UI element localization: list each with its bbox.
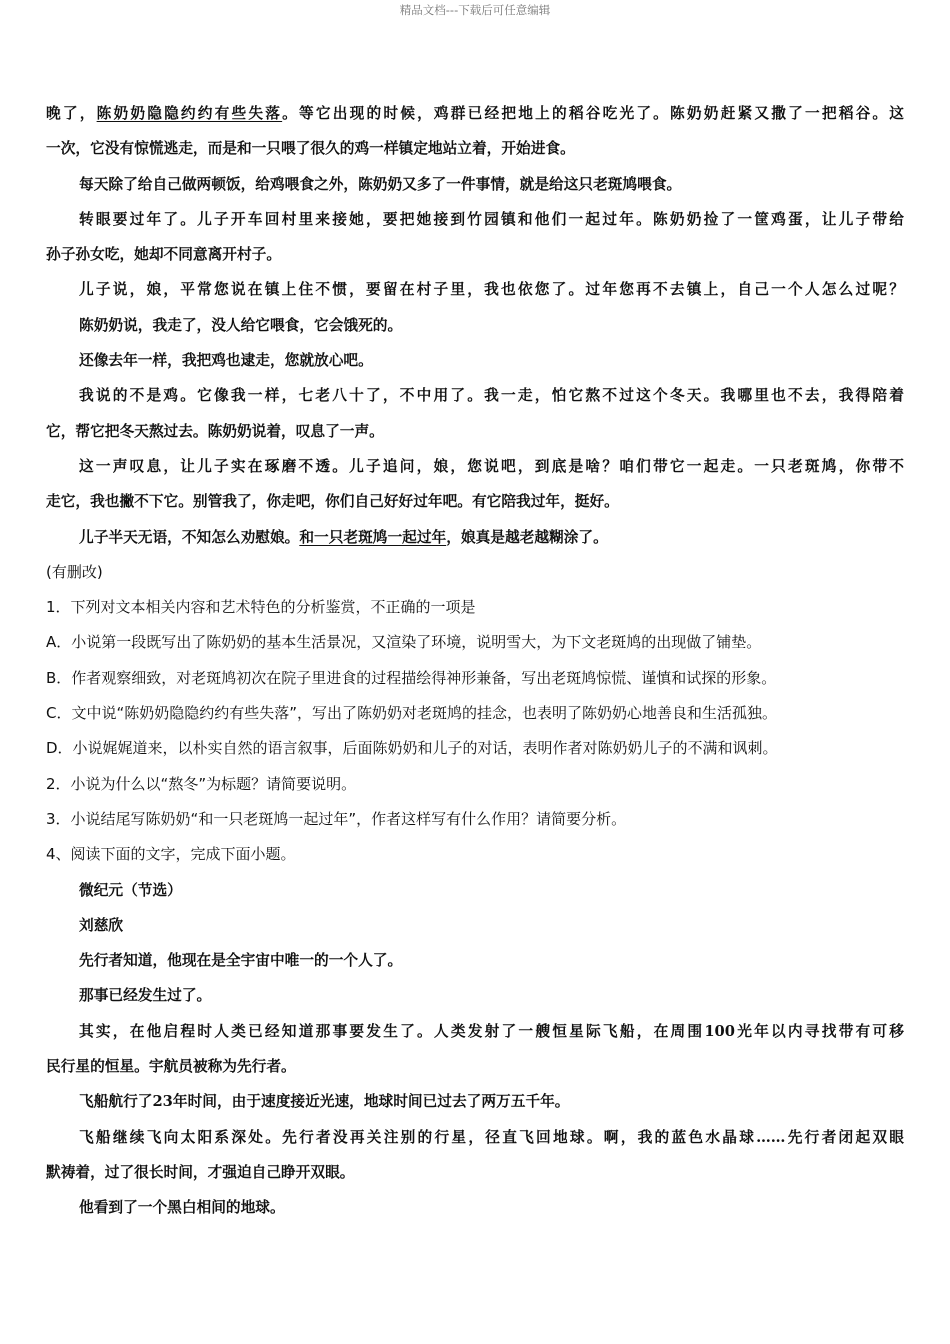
document-body: [46, 96, 904, 1226]
story-paragraph-2: 每天除了给自己做两顿饭，给鸡喂食之外，陈奶奶又多了一件事情，就是给这只老斑鸠喂食。: [79, 175, 682, 193]
underlined-phrase-new-year: 和一只老斑鸠一起过年: [299, 528, 447, 546]
story-paragraph-8-line-2: 走它，我也撇不下它。别管我了，你走吧，你们自己好好过年吧。有它陪我过年，挺好。: [46, 493, 619, 511]
passage-paragraph-5-line-1: 飞船继续飞向太阳系深处。先行者没再关注别的行星，径直飞回地球。啊，我的蓝色水晶球……先行者闭起双眼: [79, 1128, 904, 1146]
story-paragraph-8-line-1: 这一声叹息，让儿子实在琢磨不透。儿子追问，娘，您说吧，到底是啥？咱们带它一起走。一只老斑鸠，你带不: [79, 457, 904, 475]
passage-title: 微纪元（节选）: [79, 881, 182, 899]
underlined-phrase-loss: 陈奶奶隐隐约约有些失落: [96, 105, 283, 122]
passage-paragraph-6: 他看到了一个黑白相间的地球。: [79, 1199, 285, 1217]
question-3: 3．小说结尾写陈奶奶“和一只老斑鸠一起过年”，作者这样写有什么作用？请简要分析。: [46, 809, 627, 828]
option-c: C．文中说“陈奶奶隐隐约约有些失落”，写出了陈奶奶对老斑鸠的挂念，也表明了陈奶奶心地善良和生活孤独。: [46, 704, 778, 723]
story-paragraph-6: 还像去年一样，我把鸡也逮走，您就放心吧。: [79, 352, 373, 370]
story-paragraph-7-line-1: 我说的不是鸡。它像我一样，七老八十了，不中用了。我一走，怕它熬不过这个冬天。我哪里也不去，我得陪着: [79, 387, 904, 405]
question-4: 4、阅读下面的文字，完成下面小题。: [46, 845, 296, 864]
option-d: D．小说娓娓道来，以朴实自然的语言叙事，后面陈奶奶和儿子的对话，表明作者对陈奶奶儿子的不满和讽刺。: [46, 739, 778, 758]
story-paragraph-4: 儿子说，娘，平常您说在镇上住不惯，要留在村子里，我也依您了。过年您再不去镇上，自己一个人怎么过呢？: [79, 281, 904, 299]
story-paragraph-9: [46, 520, 904, 555]
page-header: 精品文档---下载后可任意编辑: [399, 3, 551, 17]
option-a: A．小说第一段既写出了陈奶奶的基本生活景况，又渲染了环境，说明雪大，为下文老斑鸠的出现做了铺垫。: [46, 633, 762, 652]
question-2: 2．小说为什么以“熬冬”为标题？请简要说明。: [46, 774, 357, 793]
text-run: 儿子半天无语，不知怎么劝慰娘。: [79, 528, 300, 546]
story-paragraph-1-line-2: 一次，它没有惊慌逃走，而是和一只喂了很久的鸡一样镇定地站立着，开始进食。: [46, 140, 575, 158]
passage-paragraph-2: 那事已经发生过了。: [79, 987, 212, 1005]
story-paragraph-7-line-2: 它，帮它把冬天熬过去。陈奶奶说着，叹息了一声。: [46, 422, 384, 440]
question-1: 1．下列对文本相关内容和艺术特色的分析鉴赏，不正确的一项是: [46, 598, 476, 617]
text-run: ，娘真是越老越糊涂了。: [446, 528, 608, 546]
passage-paragraph-5-line-2: 默祷着，过了很长时间，才强迫自己睁开双眼。: [46, 1163, 355, 1181]
story-paragraph-3-line-1: 转眼要过年了。儿子开车回村里来接她，要把她接到竹园镇和他们一起过年。陈奶奶捡了一筐鸡蛋，让儿子带给: [79, 210, 904, 228]
text-run: 。等它出现的时候，鸡群已经把地上的稻谷吃光了。陈奶奶赶紧又撒了一把稻谷。这: [282, 105, 904, 122]
passage-paragraph-3-line-2: 民行星的恒星。宇航员被称为先行者。: [46, 1058, 296, 1076]
text-run: 晚了，: [46, 105, 97, 122]
passage-author: 刘慈欣: [79, 916, 124, 934]
passage-paragraph-1: 先行者知道，他现在是全宇宙中唯一的一个人了。: [79, 952, 403, 970]
passage-paragraph-4: 飞船航行了23年时间，由于速度接近光速，地球时间已过去了两万五千年。: [79, 1093, 570, 1111]
source-note: (有删改): [46, 562, 103, 581]
story-paragraph-5: 陈奶奶说，我走了，没人给它喂食，它会饿死的。: [79, 316, 403, 334]
option-b: B．作者观察细致，对老斑鸠初次在院子里进食的过程描绘得神形兼备，写出老斑鸠惊慌、谨慎和试探的形象。: [46, 668, 777, 687]
story-paragraph-3-line-2: 孙子孙女吃，她却不同意离开村子。: [46, 246, 282, 264]
story-paragraph-1-line-1: [46, 96, 904, 131]
passage-paragraph-3-line-1: 其实，在他启程时人类已经知道那事要发生了。人类发射了一艘恒星际飞船，在周围100光年以内寻找带有可移: [79, 1022, 904, 1040]
